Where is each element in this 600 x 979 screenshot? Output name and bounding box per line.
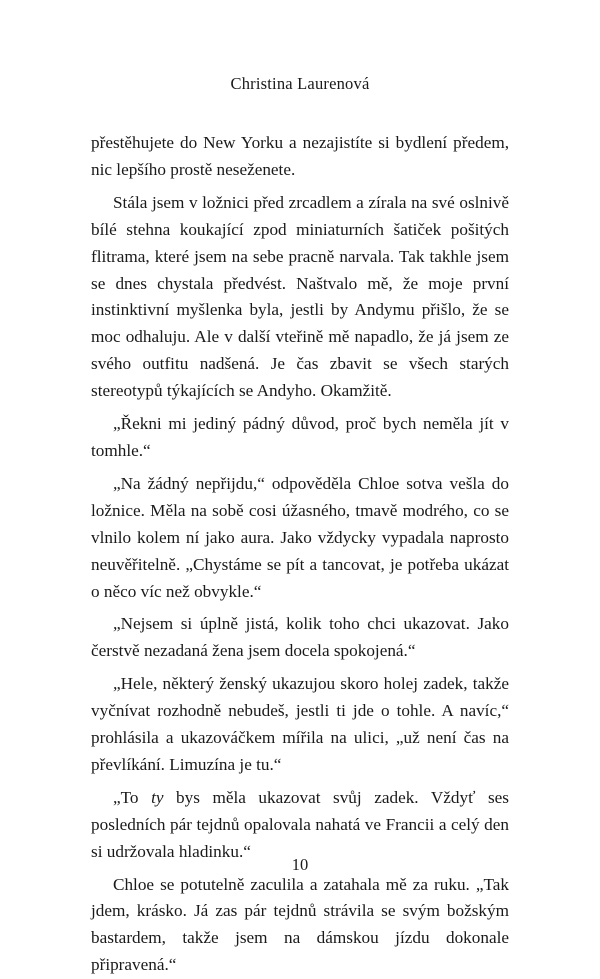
paragraph: „Hele, některý ženský ukazujou skoro holej zadek, takže vyčnívat rozhodně nebudeš, jestli ti jde o tohle. A navíc,“ prohlásila a ukazováčkem mířila na ulici, „už není čas na převlíkání. Limuzína je tu.“ (91, 674, 509, 774)
body-text (91, 130, 509, 979)
paragraph-continuation: přestěhujete do New Yorku a nezajistíte si bydlení předem, nic lepšího prostě neseženete. (91, 133, 509, 179)
paragraph: „Nejsem si úplně jistá, kolik toho chci ukazovat. Jako čerstvě nezadaná žena jsem docela spokojená.“ (91, 614, 509, 661)
paragraph: „Řekni mi jediný pádný důvod, proč bych neměla jít v tomhle.“ (91, 414, 509, 460)
text-run: „To (113, 787, 152, 807)
paragraph: Stála jsem v ložnici před zrcadlem a zírala na své oslnivě bílé stehna koukající zpod miniaturních šatiček pošitých flitrama, které jsem na sebe pracně narvala. Tak takhle jsem se dnes chystala předvést. Naštvalo mě, že moje první instinktivní myšlenka byla, jestli by Andymu přišlo, že se moc odhaluju. Ale v další vteřině mě napadlo, že já jsem ze svého outfitu nadšená. Je čas zbavit se všech starých stereotypů týkajících se Andyho. Okamžitě. (91, 192, 509, 401)
text-run: bys měla ukazovat svůj zadek. Vždyť ses posledních pár tejdnů opalovala nahatá ve Francii a celý den si udržovala hladinku.“ (91, 787, 509, 861)
running-head: Christina Laurenová (230, 74, 370, 93)
emphasis-text: ty (151, 787, 164, 807)
paragraph (91, 785, 509, 866)
paragraph: „Na žádný nepřijdu,“ odpověděla Chloe sotva vešla do ložnice. Měla na sobě cosi úžasného, tmavě modrého, co se vlnilo kolem ní jako aura. Jako vždycky vypadala naprosto neuvěřitelně. „Chystáme se pít a tancovat, je potřeba ukázat o něco víc než obvykle.“ (91, 473, 509, 601)
page-number: 10 (291, 855, 309, 874)
paragraph: Chloe se potutelně zaculila a zatahala mě za ruku. „Tak jdem, krásko. Já zas pár tejdnů strávila se svým božským bastardem, takže jsem na dámskou jízdu dokonale připravená.“ (91, 874, 509, 975)
